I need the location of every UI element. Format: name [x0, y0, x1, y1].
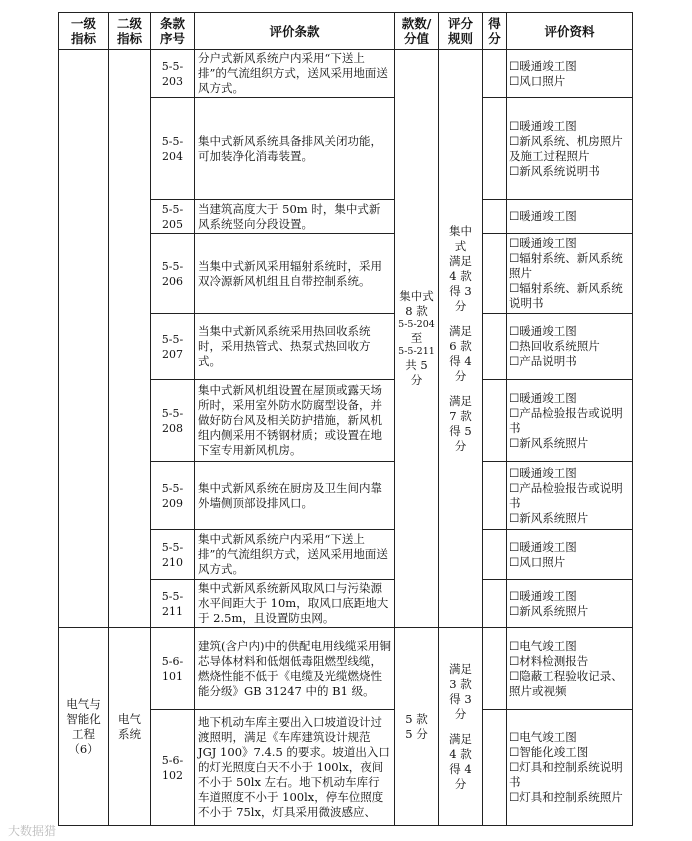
level2-label: 电气: [118, 711, 141, 726]
clause-text: 集中式新风系统在厨房及卫生间内靠外墙侧顶部设排风口。: [195, 462, 395, 530]
rule-line: 得 3: [449, 283, 472, 298]
clause-code: 5-5-207: [151, 314, 195, 380]
clause-code: 5-5-211: [151, 580, 195, 628]
score-cell[interactable]: [483, 628, 507, 710]
doc-checkbox-item[interactable]: ☐暖通竣工图: [509, 390, 577, 405]
col-header: 条款 序号: [151, 13, 195, 50]
doc-checkbox-item[interactable]: ☐暖通竣工图: [509, 236, 577, 250]
doc-checkbox-item[interactable]: ☐产品检验报告或说明书: [509, 405, 623, 435]
score-cell[interactable]: [483, 530, 507, 580]
doc-checkbox-item[interactable]: ☐灯具和控制系统说明书: [509, 760, 623, 789]
count-line: 集中式: [399, 289, 434, 303]
count-line: 8 款: [405, 304, 428, 318]
rule-line: 分: [454, 298, 467, 313]
spacer: [442, 722, 479, 732]
clause-text: 建筑(含户内)中的供配电用线缆采用铜芯导体材料和低烟低毒阻燃型线缆，燃烧性能不低于《电缆及光缆燃烧性能分级》GB 31247 中的 B1 级。: [195, 628, 395, 710]
docs-cell: [507, 580, 633, 628]
level2-cell: [109, 628, 151, 826]
score-cell[interactable]: [483, 380, 507, 462]
score-cell[interactable]: [483, 98, 507, 200]
level1-label: 电气与: [66, 696, 101, 711]
doc-checkbox-item[interactable]: ☐风口照片: [509, 73, 566, 88]
level1-label: （6）: [68, 741, 99, 756]
doc-checkbox-item[interactable]: ☐暖通竣工图: [509, 118, 577, 133]
clause-code: 5-5-204: [151, 98, 195, 200]
rule-line: 集中: [449, 223, 472, 238]
rule-line: 得 5: [449, 423, 472, 438]
doc-checkbox-item[interactable]: ☐产品检验报告或说明书: [509, 480, 623, 510]
docs-cell: [507, 98, 633, 200]
count-score-cell: [395, 50, 439, 628]
doc-checkbox-item[interactable]: ☐电气竣工图: [509, 638, 577, 653]
doc-checkbox-item[interactable]: ☐辐射系统、新风系统照片: [509, 251, 623, 280]
clause-text: 集中式新风机组设置在屋顶或露天场所时，采用室外防水防腐型设备，并做好防台风及相关防护措施，新风机组内侧采用不锈钢材质；或设置在地下室专用新风机房。: [195, 380, 395, 462]
doc-checkbox-item[interactable]: ☐产品说明书: [509, 354, 577, 368]
doc-checkbox-item[interactable]: ☐材料检测报告: [509, 653, 589, 668]
doc-checkbox-item[interactable]: ☐新风系统照片: [509, 435, 589, 450]
evaluation-table: [58, 12, 633, 826]
doc-checkbox-item[interactable]: ☐暖通竣工图: [509, 588, 577, 603]
doc-checkbox-item[interactable]: ☐新风系统说明书: [509, 163, 600, 178]
score-cell[interactable]: [483, 580, 507, 628]
col-header: 评价条款: [195, 13, 395, 50]
col-header: 评价资料: [507, 13, 633, 50]
score-cell[interactable]: [483, 462, 507, 530]
rule-line: 4 款: [449, 746, 472, 761]
clause-code: 5-5-208: [151, 380, 195, 462]
level1-label: 工程: [72, 726, 95, 741]
rule-cell: [439, 628, 483, 826]
doc-checkbox-item[interactable]: ☐风口照片: [509, 554, 566, 569]
clause-code: 5-6-101: [151, 628, 195, 710]
doc-checkbox-item[interactable]: ☐新风系统照片: [509, 603, 589, 618]
level1-label: 智能化: [66, 711, 101, 726]
score-cell[interactable]: [483, 710, 507, 826]
rule-line: 式: [454, 238, 467, 253]
clause-code: 5-6-102: [151, 710, 195, 826]
doc-checkbox-item[interactable]: ☐电气竣工图: [509, 730, 577, 744]
clause-code: 5-5-206: [151, 234, 195, 314]
doc-checkbox-item[interactable]: ☐新风系统、机房照片及施工过程照片: [509, 133, 623, 163]
count-line: 共 5 分: [405, 358, 428, 387]
score-cell[interactable]: [483, 314, 507, 380]
docs-cell: [507, 710, 633, 826]
doc-checkbox-item[interactable]: ☐暖通竣工图: [509, 209, 577, 223]
rule-line: 满足: [449, 393, 472, 408]
col-header: 评分 规则: [439, 13, 483, 50]
clause-code: 5-5-209: [151, 462, 195, 530]
level1-cell: [59, 50, 109, 628]
doc-checkbox-item[interactable]: ☐热回收系统照片: [509, 339, 600, 353]
count-score-cell: [395, 628, 439, 826]
clause-text: 分户式新风系统户内采用“下送上排”的气流组织方式，送风采用地面送风方式。: [195, 50, 395, 98]
count-line: 5 分: [405, 726, 428, 741]
rule-line: 分: [454, 368, 467, 383]
doc-checkbox-item[interactable]: ☐隐蔽工程验收记录、照片或视频: [509, 668, 623, 698]
level2-label: 系统: [118, 726, 141, 741]
rule-line: 满足: [449, 731, 472, 746]
docs-cell: [507, 380, 633, 462]
clause-text: 集中式新风系统具备排风关闭功能，可加装净化消毒装置。: [195, 98, 395, 200]
clause-text: 当集中式新风采用辐射系统时，采用双冷源新风机组且自带控制系统。: [195, 234, 395, 314]
count-line: 至: [410, 331, 423, 345]
table-row: [59, 628, 633, 710]
doc-checkbox-item[interactable]: ☐暖通竣工图: [509, 324, 577, 338]
rule-line: 满足: [449, 323, 472, 338]
rule-line: 得 4: [449, 353, 472, 368]
rule-line: 满足: [449, 661, 472, 676]
spacer: [442, 384, 479, 394]
level1-cell: [59, 628, 109, 826]
col-header: 二级 指标: [109, 13, 151, 50]
rule-line: 满足: [449, 253, 472, 268]
doc-checkbox-item[interactable]: ☐暖通竣工图: [509, 539, 577, 554]
docs-cell: [507, 200, 633, 234]
clause-text: 当建筑高度大于 50m 时，集中式新风系统竖向分段设置。: [195, 200, 395, 234]
col-header: 一级 指标: [59, 13, 109, 50]
rule-line: 3 款: [449, 676, 472, 691]
rule-line: 得 4: [449, 761, 472, 776]
score-cell[interactable]: [483, 50, 507, 98]
doc-checkbox-item[interactable]: ☐暖通竣工图: [509, 465, 577, 480]
docs-cell: [507, 314, 633, 380]
table-row: [59, 50, 633, 98]
watermark: 大数据猎: [8, 824, 57, 838]
doc-checkbox-item[interactable]: ☐新风系统照片: [509, 510, 589, 525]
docs-cell: [507, 462, 633, 530]
clause-text: 集中式新风系统户内采用“下送上排”的气流组织方式，送风采用地面送风方式。: [195, 530, 395, 580]
doc-checkbox-item[interactable]: ☐灯具和控制系统照片: [509, 790, 623, 804]
count-line: 5-5-204: [398, 319, 435, 330]
count-line: 5-5-211: [398, 346, 435, 357]
rule-line: 7 款: [449, 408, 472, 423]
clause-code: 5-5-205: [151, 200, 195, 234]
docs-cell: [507, 50, 633, 98]
score-cell[interactable]: [483, 234, 507, 314]
docs-cell: [507, 530, 633, 580]
rule-cell: [439, 50, 483, 628]
col-header: 得 分: [483, 13, 507, 50]
rule-line: 分: [454, 706, 467, 721]
doc-checkbox-item[interactable]: ☐暖通竣工图: [509, 58, 577, 73]
docs-cell: [507, 628, 633, 710]
level2-cell: [109, 50, 151, 628]
clause-code: 5-5-203: [151, 50, 195, 98]
doc-checkbox-item[interactable]: ☐智能化竣工图: [509, 745, 589, 759]
clause-code: 5-5-210: [151, 530, 195, 580]
rule-line: 分: [454, 776, 467, 791]
rule-line: 得 3: [449, 691, 472, 706]
doc-checkbox-item[interactable]: ☐辐射系统、新风系统说明书: [509, 281, 623, 310]
col-header: 款数/ 分值: [395, 13, 439, 50]
rule-line: 6 款: [449, 338, 472, 353]
rule-line: 4 款: [449, 268, 472, 283]
header-row: [59, 13, 633, 50]
score-cell[interactable]: [483, 200, 507, 234]
count-line: 5 款: [405, 711, 428, 726]
rule-line: 分: [454, 438, 467, 453]
spacer: [442, 314, 479, 324]
docs-cell: [507, 234, 633, 314]
clause-text: 当集中式新风系统采用热回收系统时，采用热管式、热泵式热回收方式。: [195, 314, 395, 380]
clause-text: 地下机动车库主要出入口坡道设计过渡照明，满足《车库建筑设计规范 JGJ 100》7.4.5 的要求。坡道出入口的灯光照度白天不小于 100lx，夜间不小于 50lx 左右。地下机动车库行车道照度不小于 100lx，停车位照度不小于 75lx，灯具采用微波感应、: [195, 710, 395, 826]
clause-text: 集中式新风系统新风取风口与污染源水平间距大于 10m，取风口底距地大于 2.5m，且设置防虫网。: [195, 580, 395, 628]
